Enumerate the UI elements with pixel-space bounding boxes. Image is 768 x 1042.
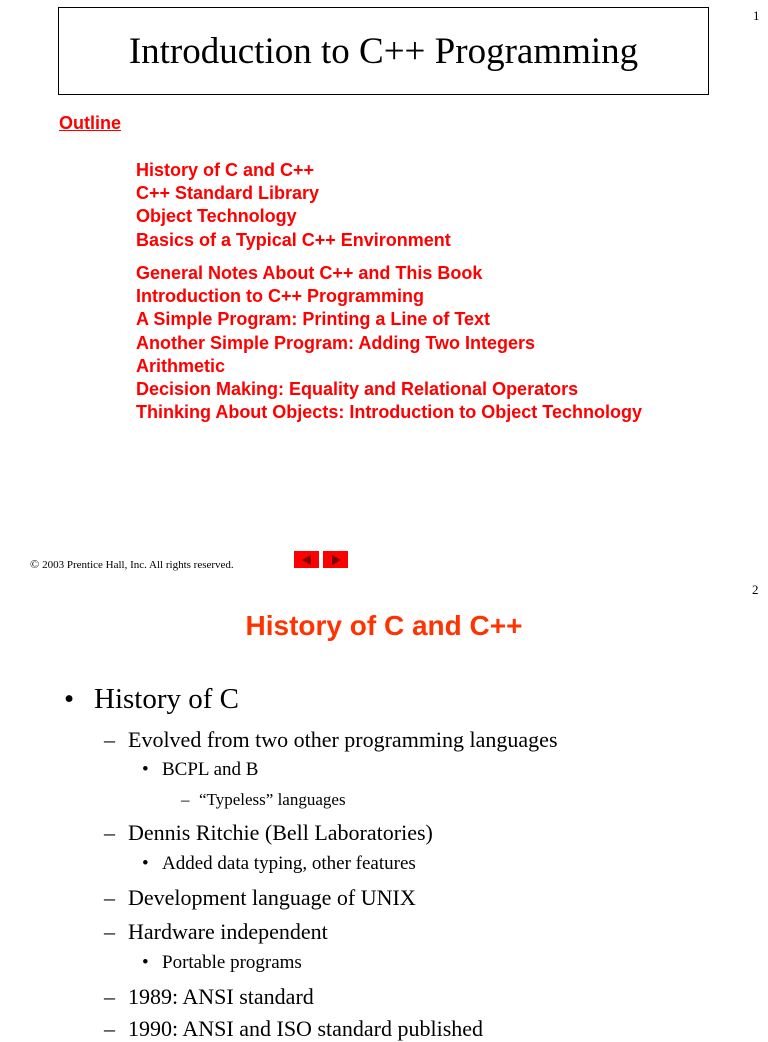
title-box — [58, 7, 709, 95]
bullet-dot-icon: • — [64, 683, 75, 715]
bullet-level-2 — [104, 885, 416, 911]
copyright-text: 2003 Prentice Hall, Inc. All rights reserved. — [42, 559, 234, 571]
bullet-level-2 — [104, 820, 433, 846]
outline-item[interactable]: Thinking About Objects: Introduction to Object Technology — [136, 402, 642, 423]
next-slide-button[interactable] — [323, 551, 348, 568]
outline-item[interactable]: Decision Making: Equality and Relational Operators — [136, 379, 579, 400]
bullet-text: Dennis Ritchie (Bell Laboratories) — [128, 820, 433, 845]
bullet-level-2 — [104, 919, 328, 945]
bullet-dot-icon: • — [142, 759, 149, 780]
dash-icon: – — [181, 790, 190, 809]
dash-icon: – — [104, 1016, 115, 1041]
slide-title: History of C and C++ — [245, 610, 523, 641]
page-number: 2 — [752, 582, 759, 597]
copyright-icon: © — [30, 557, 40, 571]
outline-item[interactable]: Another Simple Program: Adding Two Integers — [136, 332, 536, 353]
bullet-text: “Typeless” languages — [199, 790, 346, 809]
bullet-level-2 — [104, 727, 558, 753]
outline-list-group-2 — [136, 262, 642, 424]
dash-icon: – — [104, 919, 115, 944]
outline-item[interactable]: C++ Standard Library — [136, 183, 320, 204]
outline-item[interactable]: Basics of a Typical C++ Environment — [136, 229, 451, 250]
bullet-level-3 — [142, 952, 302, 974]
outline-item[interactable]: Arithmetic — [136, 355, 226, 376]
outline-item[interactable]: A Simple Program: Printing a Line of Text — [136, 309, 491, 330]
outline-item[interactable]: Introduction to C++ Programming — [136, 286, 425, 307]
bullet-text: 1989: ANSI standard — [128, 984, 314, 1009]
bullet-level-2 — [104, 1016, 483, 1042]
bullet-level-1 — [64, 683, 239, 716]
bullet-text: History of C — [94, 683, 239, 715]
page-number: 1 — [753, 8, 760, 23]
bullet-dot-icon: • — [142, 952, 149, 973]
bullet-text: Portable programs — [162, 952, 302, 973]
bullet-level-3 — [142, 853, 416, 875]
slide-title: Introduction to C++ Programming — [128, 30, 639, 72]
bullet-level-2 — [104, 984, 314, 1010]
bullet-text: Hardware independent — [128, 919, 328, 944]
bullet-text: Added data typing, other features — [162, 853, 416, 874]
outline-list-group-1 — [136, 159, 451, 252]
outline-heading[interactable]: Outline — [59, 113, 121, 133]
dash-icon: – — [104, 885, 115, 910]
dash-icon: – — [104, 727, 115, 752]
bullet-level-3 — [142, 759, 258, 781]
outline-item[interactable]: Object Technology — [136, 206, 297, 227]
slide-navigation — [294, 551, 348, 568]
bullet-text: BCPL and B — [162, 759, 259, 780]
copyright-notice — [30, 557, 234, 572]
bullet-level-4 — [181, 790, 346, 810]
bullet-dot-icon: • — [142, 853, 149, 874]
bullet-text: Development language of UNIX — [128, 885, 416, 910]
outline-item[interactable]: History of C and C++ — [136, 160, 315, 180]
bullet-text: Evolved from two other programming languages — [128, 727, 558, 752]
dash-icon: – — [104, 984, 115, 1009]
bullet-text: 1990: ANSI and ISO standard published — [128, 1016, 484, 1041]
dash-icon: – — [104, 820, 115, 845]
previous-slide-button[interactable] — [294, 551, 319, 568]
outline-item[interactable]: General Notes About C++ and This Book — [136, 263, 483, 283]
